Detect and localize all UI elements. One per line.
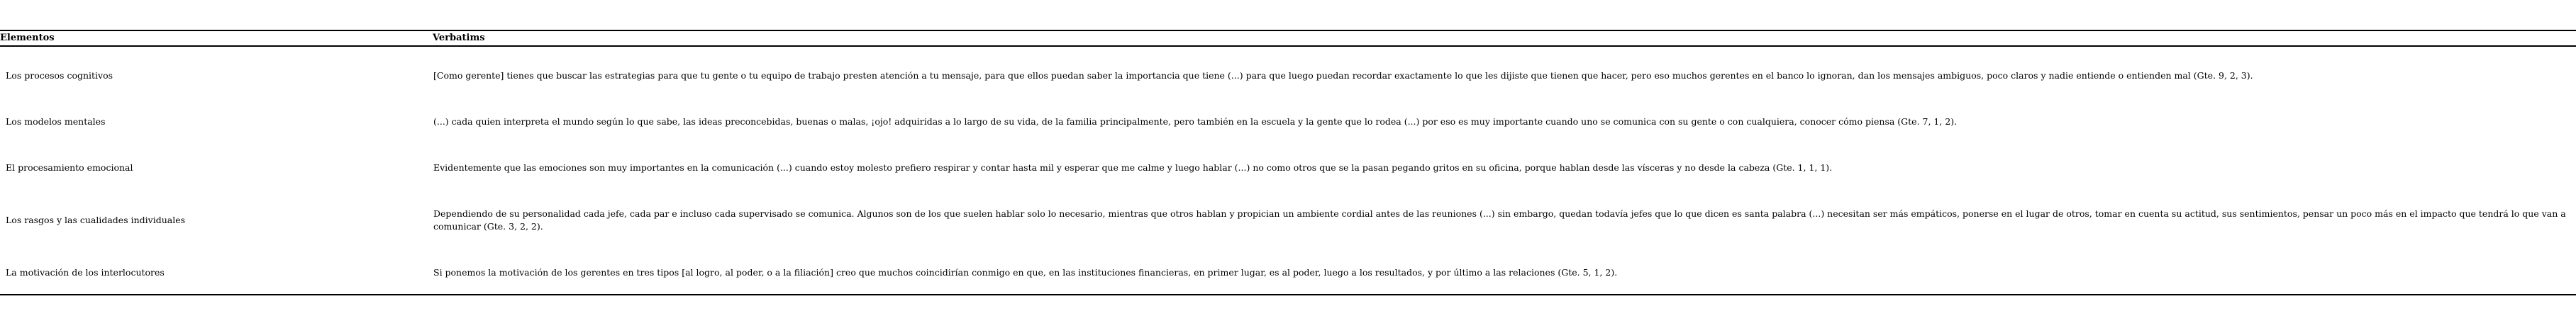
table-row [0, 143, 2576, 189]
verbatim-cell: Si ponemos la motivación de los gerentes en tres tipos [al logro, al poder, o a la filiación] creo que muchos coincidirían conmigo en que, en las instituciones financieras, en primer lugar, es al poder, luego a los resultados, y por último a las relaciones (Gte. 5, 1, 2). [433, 267, 1618, 278]
elemento-cell: Los procesos cognitivos [6, 70, 113, 81]
table-header [0, 30, 2576, 46]
table-row [0, 248, 2576, 295]
table-body [0, 46, 2576, 295]
header-elementos: Elementos [0, 30, 433, 46]
verbatim-cell: (...) cada quien interpreta el mundo según lo que sabe, las ideas preconcebidas, buenas o malas, ¡ojo! adquiridas a lo largo de su vida, de la familia principalmente, pero también en la escuela y la gente que lo rodea (...) por eso es muy importante cuando uno se comunica con su gente o con cualquiera, conocer cómo piensa (Gte. 7, 1, 2). [433, 116, 1958, 127]
elemento-cell: Los rasgos y las cualidades individuales [6, 215, 186, 225]
verbatim-cell: Dependiendo de su personalidad cada jefe, cada par e incluso cada supervisado se comunica. Algunos son de los que suelen hablar solo lo necesario, mientras que otros hablan y propician un ambiente cordial antes de las reuniones (...) sin embargo, quedan todavía jefes que lo que dicen es santa palabra (...) necesitan ser más empáticos, ponerse en el lugar de otros, tomar en cuenta su actitud, sus sentimientos, pensar un poco más en el impacto que tendrá lo que van a comunicar (Gte. 3, 2, 2). [433, 208, 2566, 232]
elemento-cell: Los modelos mentales [6, 116, 106, 127]
verbatim-cell: [Como gerente] tienes que buscar las estrategias para que tu gente o tu equipo de trabajo presten atención a tu mensaje, para que ellos puedan saber la importancia que tiene (...) para que luego puedan recordar exactamente lo que les dijiste que tienen que hacer, pero eso muchos gerentes en el banco lo ignoran, dan los mensajes ambiguos, poco claros y nadie entiende o entienden mal (Gte. 9, 2, 3). [433, 70, 2253, 81]
table-row [0, 46, 2576, 97]
table-row [0, 97, 2576, 143]
elemento-cell: La motivación de los interlocutores [6, 267, 165, 278]
table-row [0, 189, 2576, 248]
elementos-verbatims-table [0, 30, 2576, 295]
header-verbatims: Verbatims [433, 30, 2576, 46]
verbatim-cell: Evidentemente que las emociones son muy importantes en la comunicación (...) cuando estoy molesto prefiero respirar y contar hasta mil y esperar que me calme y luego hablar (...) no como otros que se la pasan pegando gritos en su oficina, porque hablan desde las vísceras y no desde la cabeza (Gte. 1, 1, 1). [433, 162, 1833, 173]
header-row [0, 30, 2576, 46]
elemento-cell: El procesamiento emocional [6, 162, 133, 173]
